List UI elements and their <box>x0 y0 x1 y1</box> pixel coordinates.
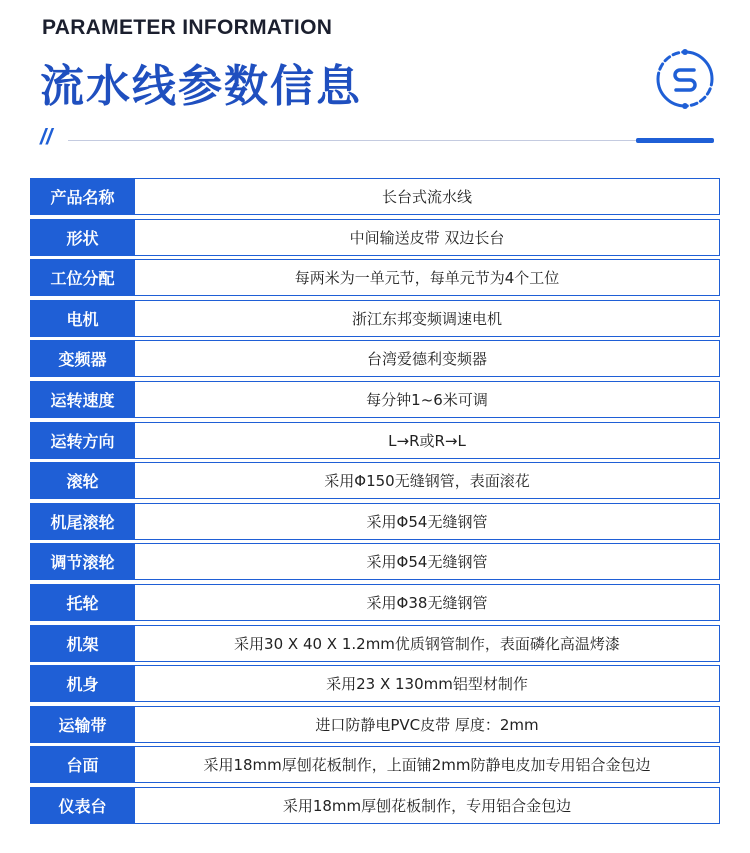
param-label: 形状 <box>30 219 135 256</box>
table-row <box>30 625 720 662</box>
param-label: 变频器 <box>30 340 135 377</box>
param-label: 运转速度 <box>30 381 135 418</box>
english-title: PARAMETER INFORMATION <box>42 16 333 39</box>
param-label: 调节滚轮 <box>30 543 135 580</box>
param-label: 机身 <box>30 665 135 702</box>
param-value: 采用23 X 130mm铝型材制作 <box>135 665 720 702</box>
param-value: 进口防静电PVC皮带 厚度：2mm <box>135 706 720 743</box>
table-row <box>30 665 720 702</box>
param-label: 滚轮 <box>30 462 135 499</box>
brand-logo-icon <box>654 48 716 110</box>
param-label: 运输带 <box>30 706 135 743</box>
param-value: 每两米为一单元节，每单元节为4个工位 <box>135 259 720 296</box>
divider-accent <box>636 138 714 143</box>
param-label: 电机 <box>30 300 135 337</box>
param-label: 机架 <box>30 625 135 662</box>
param-value: 浙江东邦变频调速电机 <box>135 300 720 337</box>
param-label: 机尾滚轮 <box>30 503 135 540</box>
table-row <box>30 259 720 296</box>
table-row <box>30 503 720 540</box>
param-value: L→R或R→L <box>135 422 720 459</box>
param-value: 采用Φ54无缝钢管 <box>135 503 720 540</box>
param-value: 每分钟1~6米可调 <box>135 381 720 418</box>
param-value: 采用30 X 40 X 1.2mm优质钢管制作，表面磷化高温烤漆 <box>135 625 720 662</box>
table-row <box>30 706 720 743</box>
table-row <box>30 543 720 580</box>
param-value: 长台式流水线 <box>135 178 720 215</box>
param-value: 采用18mm厚刨花板制作，上面铺2mm防静电皮加专用铝合金包边 <box>135 746 720 783</box>
divider-line <box>68 140 648 141</box>
table-row <box>30 787 720 824</box>
table-row <box>30 584 720 621</box>
page-title: 流水线参数信息 <box>40 61 362 112</box>
divider-mark: // <box>40 124 53 149</box>
param-value: 采用Φ54无缝钢管 <box>135 543 720 580</box>
table-row <box>30 462 720 499</box>
param-value: 采用Φ150无缝钢管，表面滚花 <box>135 462 720 499</box>
param-label: 仪表台 <box>30 787 135 824</box>
param-value: 采用18mm厚刨花板制作，专用铝合金包边 <box>135 787 720 824</box>
parameter-table <box>30 178 720 828</box>
param-label: 产品名称 <box>30 178 135 215</box>
param-label: 工位分配 <box>30 259 135 296</box>
table-row <box>30 300 720 337</box>
param-value: 中间输送皮带 双边长台 <box>135 219 720 256</box>
table-row <box>30 340 720 377</box>
param-value: 采用Φ38无缝钢管 <box>135 584 720 621</box>
table-row <box>30 746 720 783</box>
param-label: 运转方向 <box>30 422 135 459</box>
table-row <box>30 219 720 256</box>
table-row <box>30 381 720 418</box>
table-row <box>30 178 720 215</box>
param-label: 台面 <box>30 746 135 783</box>
param-label: 托轮 <box>30 584 135 621</box>
param-value: 台湾爱德利变频器 <box>135 340 720 377</box>
table-row <box>30 422 720 459</box>
